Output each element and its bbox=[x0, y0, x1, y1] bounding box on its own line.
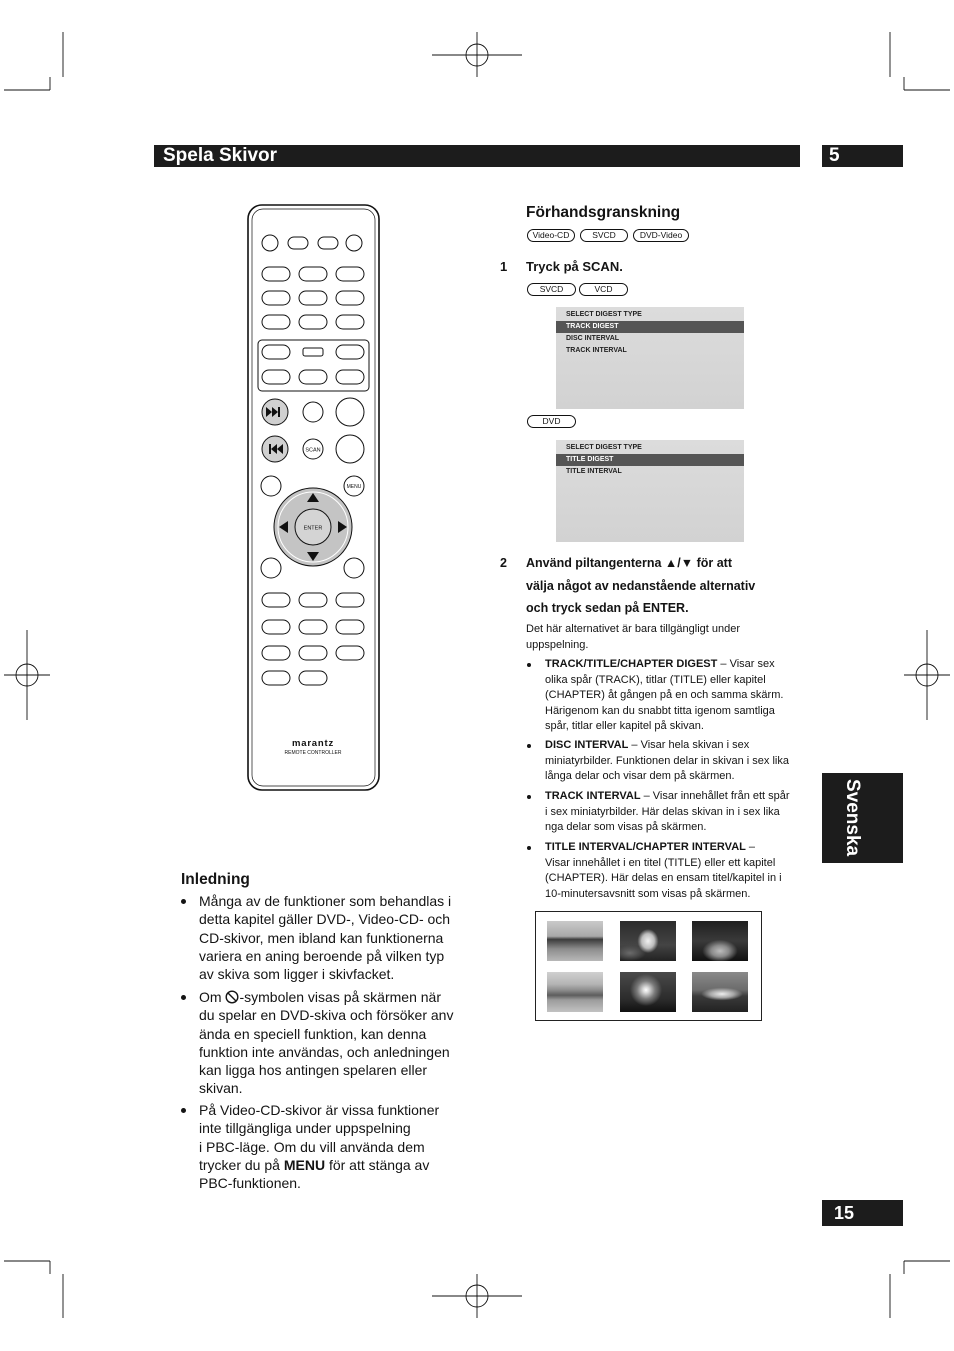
page-number-box bbox=[822, 1200, 903, 1226]
remote-button-round bbox=[262, 235, 278, 251]
thumbnail-image bbox=[547, 921, 603, 961]
remote-button bbox=[336, 315, 364, 329]
brand-logo: marantz bbox=[291, 738, 335, 749]
remote-button bbox=[262, 267, 290, 281]
remote-label: REMOTE CONTROLLER bbox=[284, 750, 342, 756]
remote-button-round bbox=[303, 402, 323, 422]
remote-button bbox=[336, 620, 364, 634]
menu-item: TRACK INTERVAL bbox=[566, 347, 627, 354]
preview-heading: Förhandsgranskning bbox=[526, 204, 681, 221]
digest-menu-screen bbox=[556, 440, 744, 542]
menu-item-selected: TITLE DIGEST bbox=[556, 454, 744, 466]
menu-title: SELECT DIGEST TYPE bbox=[566, 444, 642, 451]
disc-badge: SVCD bbox=[527, 283, 576, 296]
remote-button bbox=[262, 671, 290, 685]
remote-button bbox=[299, 620, 327, 634]
remote-button bbox=[336, 370, 364, 384]
thumbnail-image bbox=[620, 921, 676, 961]
intro-heading: Inledning bbox=[181, 871, 250, 888]
step-text: Använd piltangenterna ▲/▼ för att välja något av nedanstående alternativ och tryck sedan på ENTER. bbox=[526, 556, 756, 615]
remote-button bbox=[288, 237, 308, 249]
language-tab-label: Svenska bbox=[842, 779, 863, 857]
digest-menu-screen bbox=[556, 307, 744, 409]
registration-mark-left bbox=[4, 630, 50, 720]
remote-button bbox=[299, 646, 327, 660]
remote-button bbox=[262, 345, 290, 359]
registration-mark-top bbox=[432, 32, 522, 77]
remote-button-round bbox=[346, 235, 362, 251]
chapter-number: 5 bbox=[829, 145, 840, 166]
remote-button bbox=[262, 646, 290, 660]
step-number: 2 bbox=[500, 556, 507, 570]
chapter-number-box bbox=[822, 145, 903, 167]
thumbnail-image bbox=[547, 972, 603, 1012]
bullet-dot bbox=[181, 995, 186, 1000]
remote-control-illustration bbox=[240, 200, 390, 800]
menu-label: MENU bbox=[346, 484, 362, 490]
option-term: DISC INTERVAL bbox=[545, 739, 629, 751]
remote-button bbox=[318, 237, 338, 249]
registration-mark-right bbox=[904, 630, 950, 720]
prohibited-icon bbox=[225, 990, 239, 1004]
thumbnail-image bbox=[620, 972, 676, 1012]
disc-badge: SVCD bbox=[580, 229, 628, 242]
remote-button bbox=[299, 671, 327, 685]
option-term: TITLE INTERVAL/CHAPTER INTERVAL bbox=[545, 841, 746, 853]
thumbnail-image bbox=[692, 921, 748, 961]
bullet-dot bbox=[527, 846, 531, 850]
remote-button bbox=[262, 593, 290, 607]
remote-button bbox=[336, 345, 364, 359]
disc-badge: Video-CD bbox=[527, 229, 575, 242]
remote-button-round bbox=[336, 435, 364, 463]
disc-badge: VCD bbox=[579, 283, 628, 296]
remote-button bbox=[299, 267, 327, 281]
remote-button-round bbox=[261, 476, 281, 496]
remote-button-round bbox=[344, 558, 364, 578]
note-text: Det här alternativet är bara tillgängligt under uppspelning. bbox=[526, 623, 741, 651]
section-header-bar bbox=[154, 145, 800, 167]
menu-keyword: MENU bbox=[283, 1156, 326, 1173]
page-number: 15 bbox=[834, 1203, 855, 1223]
remote-button bbox=[336, 646, 364, 660]
scan-label: SCAN bbox=[305, 447, 321, 454]
bullet-dot bbox=[527, 663, 531, 667]
menu-item-selected: TRACK DIGEST bbox=[556, 321, 744, 333]
remote-button bbox=[262, 370, 290, 384]
language-tab bbox=[822, 773, 903, 863]
remote-button bbox=[336, 291, 364, 305]
step-number: 1 bbox=[500, 259, 508, 274]
remote-button-round bbox=[336, 398, 364, 426]
registration-mark-bottom bbox=[432, 1274, 522, 1318]
bullet-dot bbox=[527, 795, 531, 799]
remote-button bbox=[299, 370, 327, 384]
remote-button-round bbox=[261, 558, 281, 578]
remote-button bbox=[299, 291, 327, 305]
menu-item: TITLE INTERVAL bbox=[566, 468, 622, 475]
remote-button bbox=[336, 267, 364, 281]
remote-button bbox=[336, 593, 364, 607]
remote-button bbox=[262, 291, 290, 305]
section-title: Spela Skivor bbox=[163, 145, 278, 166]
remote-button bbox=[299, 593, 327, 607]
remote-indicator bbox=[303, 348, 323, 356]
option-term: TRACK/TITLE/CHAPTER DIGEST bbox=[545, 658, 718, 670]
remote-button bbox=[262, 315, 290, 329]
menu-item: DISC INTERVAL bbox=[566, 335, 620, 342]
remote-button bbox=[299, 315, 327, 329]
bullet-dot bbox=[181, 1108, 186, 1113]
step-text: Tryck på SCAN. bbox=[526, 259, 623, 274]
bullet-dot bbox=[527, 744, 531, 748]
menu-title: SELECT DIGEST TYPE bbox=[566, 311, 642, 318]
disc-badge: DVD-Video bbox=[633, 229, 689, 242]
thumbnail-image bbox=[692, 972, 748, 1012]
disc-badge: DVD bbox=[527, 415, 576, 428]
bullet-dot bbox=[181, 899, 186, 904]
option-term: TRACK INTERVAL bbox=[545, 790, 641, 802]
remote-button bbox=[262, 620, 290, 634]
enter-label: ENTER bbox=[303, 525, 323, 532]
